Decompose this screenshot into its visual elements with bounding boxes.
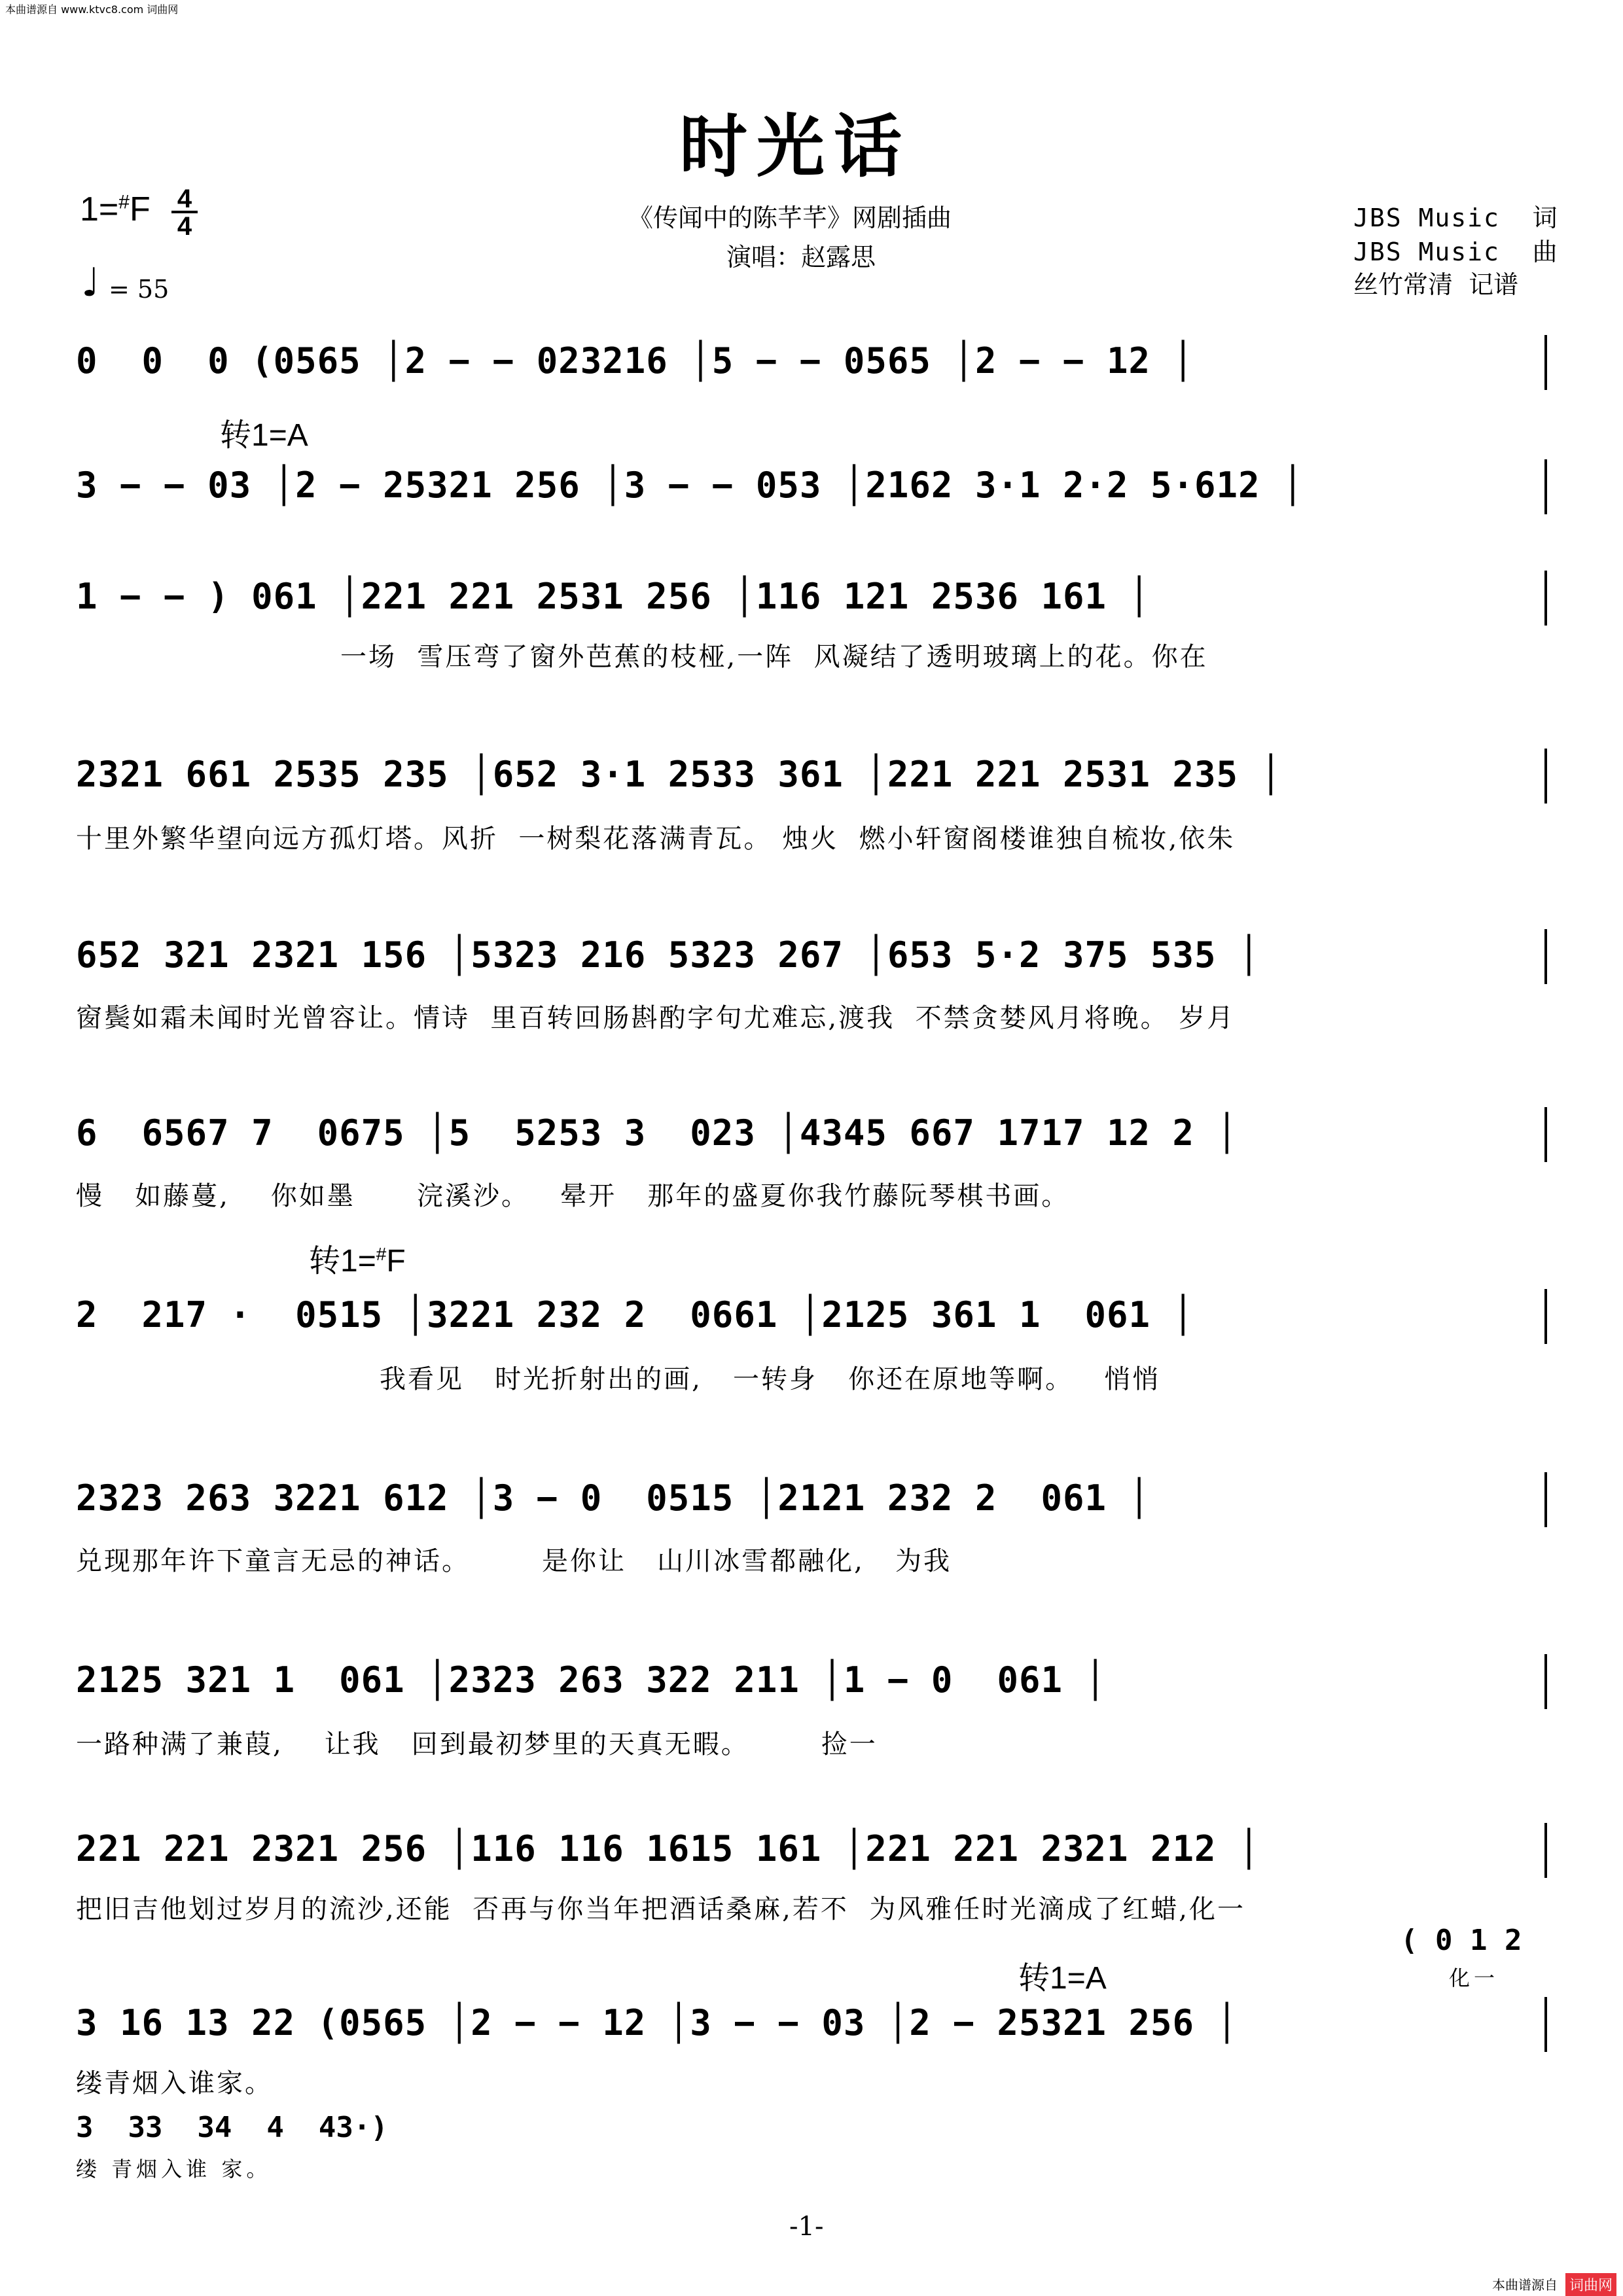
top-watermark: 本曲谱源自 www.ktvc8.com 词曲网 xyxy=(5,3,179,16)
site-badge: 词曲网 xyxy=(1565,2273,1616,2296)
score-row-6-notes: 6 6567 7 0675 │5 5253 3 023 │4345 667 1717 12 2 │ xyxy=(76,1112,1239,1154)
bottom-watermark: 本曲谱源自 xyxy=(1492,2277,1558,2293)
barline xyxy=(1544,1289,1547,1344)
score-row-5-notes: 652 321 2321 156 │5323 216 5323 267 │653 5·2 375 535 │ xyxy=(76,934,1260,976)
score-row-3-notes: 1 − − ) 061 │221 221 2531 256 │116 121 2536 161 │ xyxy=(76,576,1151,617)
singer-credit: 演唱：赵露思 xyxy=(726,243,876,272)
modulation-a-1: 转1=A xyxy=(220,418,308,453)
alternate-ending-lyric: 缕 青烟入谁 家。 xyxy=(76,2157,272,2181)
score-row-4-notes: 2321 661 2535 235 │652 3·1 2533 361 │221 221 2531 235 │ xyxy=(76,754,1283,795)
barline xyxy=(1544,571,1547,626)
time-signature: $\frac{4}{4}$ xyxy=(171,186,198,239)
score-row-11-lyric: 缕青烟入谁家。 xyxy=(76,2068,273,2098)
lyricist-credit: JBS Music 词 xyxy=(1353,203,1559,232)
barline xyxy=(1544,335,1547,390)
composer-credit: JBS Music 曲 xyxy=(1353,238,1559,266)
score-row-9-lyric: 一路种满了兼葭, 让我 回到最初梦里的天真无暇。 捡一 xyxy=(76,1729,878,1759)
tempo-marking: = 55 xyxy=(109,275,169,304)
score-row-6-lyric: 慢 如藤蔓, 你如墨 浣溪沙。 晕开 那年的盛夏你我竹藤阮琴棋书画。 xyxy=(76,1181,1070,1211)
sharp-sign: # xyxy=(118,191,130,213)
score-row-3-lyric: 一场 雪压弯了窗外芭蕉的枝桠,一阵 风凝结了透明玻璃上的花。你在 xyxy=(340,642,1208,672)
score-row-8-lyric: 兑现那年许下童言无忌的神话。 是你让 山川冰雪都融化, 为我 xyxy=(76,1546,952,1576)
barline xyxy=(1544,1472,1547,1527)
score-row-2-notes: 3 − − 03 │2 − 25321 256 │3 − − 053 │2162 3·1 2·2 5·612 │ xyxy=(76,465,1304,506)
barline xyxy=(1544,929,1547,984)
score-row-4-lyric: 十里外繁华望向远方孤灯塔。风折 一树梨花落满青瓦。 烛火 燃小轩窗阁楼谁独自梳妆,依朱 xyxy=(76,824,1236,854)
score-row-7-notes: 2 217 · 0515 │3221 232 2 0661 │2125 361 1 061 │ xyxy=(76,1294,1195,1335)
pickup-lyric: 化一 xyxy=(1449,1966,1499,1990)
score-row-10-notes: 221 221 2321 256 │116 116 1615 161 │221 221 2321 212 │ xyxy=(76,1828,1260,1869)
barline xyxy=(1544,749,1547,804)
barline xyxy=(1544,1654,1547,1709)
barline xyxy=(1544,1997,1547,2052)
page-title: 时光话 xyxy=(679,107,912,186)
subtitle: 《传闻中的陈芊芊》网剧插曲 xyxy=(628,203,952,232)
score-row-1-notes: 0 0 0 (0565 │2 − − 023216 │5 − − 0565 │2 − − 12 │ xyxy=(76,340,1195,381)
transcriber-credit: 丝竹常清 记谱 xyxy=(1353,270,1519,299)
score-row-5-lyric: 窗鬓如霜未闻时光曾容让。情诗 里百转回肠斟酌字句尤难忘,渡我 不禁贪婪风月将晚。 岁月 xyxy=(76,1003,1236,1033)
score-row-11-notes: 3 16 13 22 (0565 │2 − − 12 │3 − − 03 │2 − 25321 256 │ xyxy=(76,2002,1239,2043)
score-row-8-notes: 2323 263 3221 612 │3 − 0 0515 │2121 232 2 061 │ xyxy=(76,1477,1151,1519)
modulation-a-2: 转1=A xyxy=(1018,1961,1107,1996)
score-row-7-lyric: 我看见 时光折射出的画, 一转身 你还在原地等啊。 悄悄 xyxy=(380,1364,1161,1394)
page-number: -1- xyxy=(789,2212,824,2242)
barline xyxy=(1544,1107,1547,1162)
score-row-10-lyric: 把旧吉他划过岁月的流沙,还能 否再与你当年把酒话桑麻,若不 为风雅任时光滴成了红蜡,化一 xyxy=(76,1894,1246,1924)
barline xyxy=(1544,1823,1547,1878)
quarter-note-icon: ♩ xyxy=(81,260,100,306)
pickup-notes: ( 0 1 2 xyxy=(1400,1924,1522,1957)
score-row-9-notes: 2125 321 1 061 │2323 263 322 211 │1 − 0 061 │ xyxy=(76,1659,1107,1701)
barline xyxy=(1544,459,1547,514)
alternate-ending-notes: 3 33 34 4 43·) xyxy=(76,2111,388,2144)
key-signature: 1=#F xyxy=(80,190,151,228)
modulation-fsharp: 转1=#F xyxy=(309,1244,406,1279)
